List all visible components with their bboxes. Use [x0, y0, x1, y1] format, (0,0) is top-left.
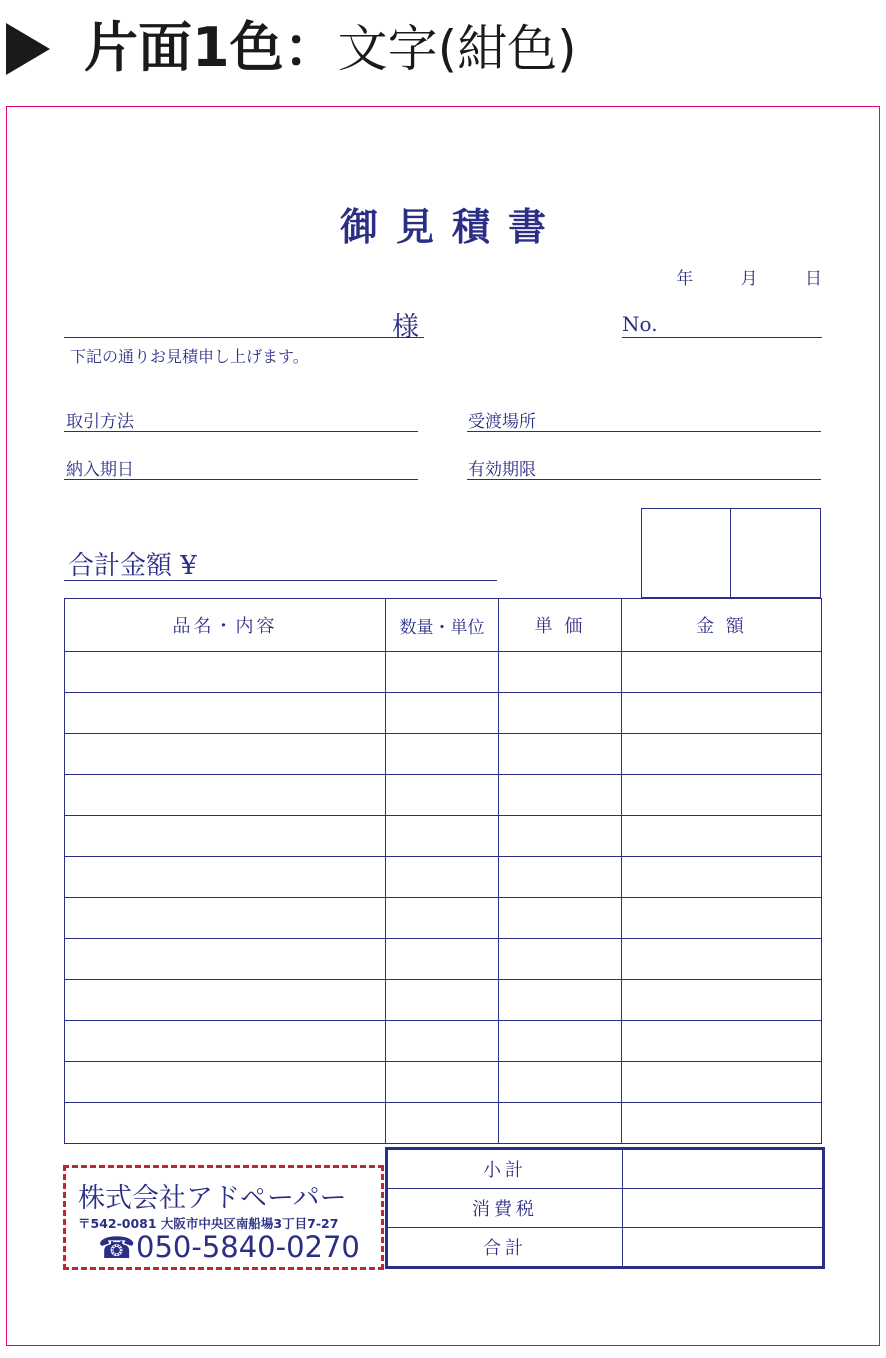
company-info-box — [63, 1165, 384, 1270]
table-row — [65, 1103, 822, 1144]
heading-suffix: 文字(紺色) — [337, 20, 577, 78]
table-row — [65, 939, 822, 980]
table-row — [65, 980, 822, 1021]
date-month-label: 月 — [740, 269, 758, 289]
item-name-cell[interactable] — [65, 980, 386, 1021]
header-item-name: 品名・内容 — [65, 599, 386, 652]
form-title: 御見積書 — [339, 204, 564, 249]
quantity-cell[interactable] — [386, 734, 499, 775]
unit-price-cell[interactable] — [499, 693, 622, 734]
item-name-cell[interactable] — [65, 652, 386, 693]
company-phone — [100, 1230, 360, 1264]
amount-cell[interactable] — [622, 980, 822, 1021]
header-quantity-unit: 数量・単位 — [386, 599, 499, 652]
addressee-line[interactable] — [64, 337, 424, 338]
unit-price-cell[interactable] — [499, 816, 622, 857]
unit-price-cell[interactable] — [499, 775, 622, 816]
delivery-place-line[interactable] — [467, 431, 821, 432]
table-row — [65, 1062, 822, 1103]
amount-cell[interactable] — [622, 652, 822, 693]
item-name-cell[interactable] — [65, 939, 386, 980]
validity-period-line[interactable] — [467, 479, 821, 480]
header-unit-price: 単 価 — [499, 599, 622, 652]
item-name-cell[interactable] — [65, 1021, 386, 1062]
item-name-cell[interactable] — [65, 816, 386, 857]
quantity-cell[interactable] — [386, 775, 499, 816]
unit-price-cell[interactable] — [499, 898, 622, 939]
amount-cell[interactable] — [622, 1021, 822, 1062]
transaction-method-line[interactable] — [64, 431, 418, 432]
unit-price-cell[interactable] — [499, 734, 622, 775]
amount-cell[interactable] — [622, 1062, 822, 1103]
amount-cell[interactable] — [622, 775, 822, 816]
unit-price-cell[interactable] — [499, 1062, 622, 1103]
table-header-row — [65, 599, 822, 652]
page-heading — [84, 8, 577, 88]
quantity-cell[interactable] — [386, 857, 499, 898]
number-label: No. — [622, 312, 658, 336]
amount-cell[interactable] — [622, 816, 822, 857]
quantity-cell[interactable] — [386, 652, 499, 693]
items-table — [64, 598, 822, 1144]
unit-price-cell[interactable] — [499, 939, 622, 980]
amount-cell[interactable] — [622, 693, 822, 734]
company-address: 〒542-0081 大阪市中央区南船場3丁目7-27 — [78, 1216, 339, 1231]
item-name-cell[interactable] — [65, 1103, 386, 1144]
total-amount-label: 合計金額 ¥ — [68, 551, 197, 581]
validity-period-label: 有効期限 — [468, 460, 536, 480]
tax-value-cell[interactable] — [623, 1189, 824, 1228]
item-name-cell[interactable] — [65, 775, 386, 816]
tax-label: 消費税 — [387, 1189, 623, 1228]
table-row — [65, 1021, 822, 1062]
item-name-cell[interactable] — [65, 693, 386, 734]
unit-price-cell[interactable] — [499, 857, 622, 898]
amount-cell[interactable] — [622, 939, 822, 980]
delivery-date-line[interactable] — [64, 479, 418, 480]
quantity-cell[interactable] — [386, 816, 499, 857]
number-line[interactable] — [622, 337, 822, 338]
grand-total-label: 合計 — [387, 1228, 623, 1268]
heading-prefix: 片面1色： — [84, 16, 338, 79]
amount-cell[interactable] — [622, 734, 822, 775]
addressee-suffix: 様 — [392, 312, 419, 343]
quantity-cell[interactable] — [386, 693, 499, 734]
stamp-box-1 — [641, 508, 731, 598]
play-triangle-icon — [6, 23, 50, 75]
unit-price-cell[interactable] — [499, 1021, 622, 1062]
grand-total-value-cell[interactable] — [623, 1228, 824, 1268]
summary-row-subtotal — [387, 1149, 824, 1189]
table-row — [65, 775, 822, 816]
table-row — [65, 693, 822, 734]
unit-price-cell[interactable] — [499, 652, 622, 693]
telephone-icon: ☎ — [98, 1231, 136, 1266]
table-row — [65, 652, 822, 693]
company-name: 株式会社アドペーパー — [78, 1183, 347, 1214]
amount-cell[interactable] — [622, 1103, 822, 1144]
summary-row-tax — [387, 1189, 824, 1228]
summary-table — [385, 1147, 825, 1269]
header-amount: 金 額 — [622, 599, 822, 652]
item-name-cell[interactable] — [65, 857, 386, 898]
stamp-box-2 — [730, 508, 821, 598]
item-name-cell[interactable] — [65, 1062, 386, 1103]
item-name-cell[interactable] — [65, 898, 386, 939]
date-year-label: 年 — [676, 269, 694, 289]
quantity-cell[interactable] — [386, 1021, 499, 1062]
transaction-method-label: 取引方法 — [66, 412, 134, 432]
date-row — [634, 264, 822, 289]
amount-cell[interactable] — [622, 857, 822, 898]
company-phone-number: 050-5840-0270 — [136, 1230, 360, 1264]
unit-price-cell[interactable] — [499, 980, 622, 1021]
table-row — [65, 857, 822, 898]
subtotal-value-cell[interactable] — [623, 1149, 824, 1189]
quantity-cell[interactable] — [386, 980, 499, 1021]
amount-cell[interactable] — [622, 898, 822, 939]
table-row — [65, 816, 822, 857]
subtotal-label: 小計 — [387, 1149, 623, 1189]
total-amount-line[interactable] — [64, 580, 497, 581]
quantity-cell[interactable] — [386, 939, 499, 980]
delivery-date-label: 納入期日 — [66, 460, 134, 480]
date-day-label: 日 — [805, 269, 822, 289]
unit-price-cell[interactable] — [499, 1103, 622, 1144]
item-name-cell[interactable] — [65, 734, 386, 775]
delivery-place-label: 受渡場所 — [468, 412, 536, 432]
table-row — [65, 898, 822, 939]
intro-text: 下記の通りお見積申し上げます。 — [70, 347, 309, 366]
quantity-cell[interactable] — [386, 898, 499, 939]
summary-row-total — [387, 1228, 824, 1268]
quantity-cell[interactable] — [386, 1062, 499, 1103]
table-row — [65, 734, 822, 775]
quantity-cell[interactable] — [386, 1103, 499, 1144]
